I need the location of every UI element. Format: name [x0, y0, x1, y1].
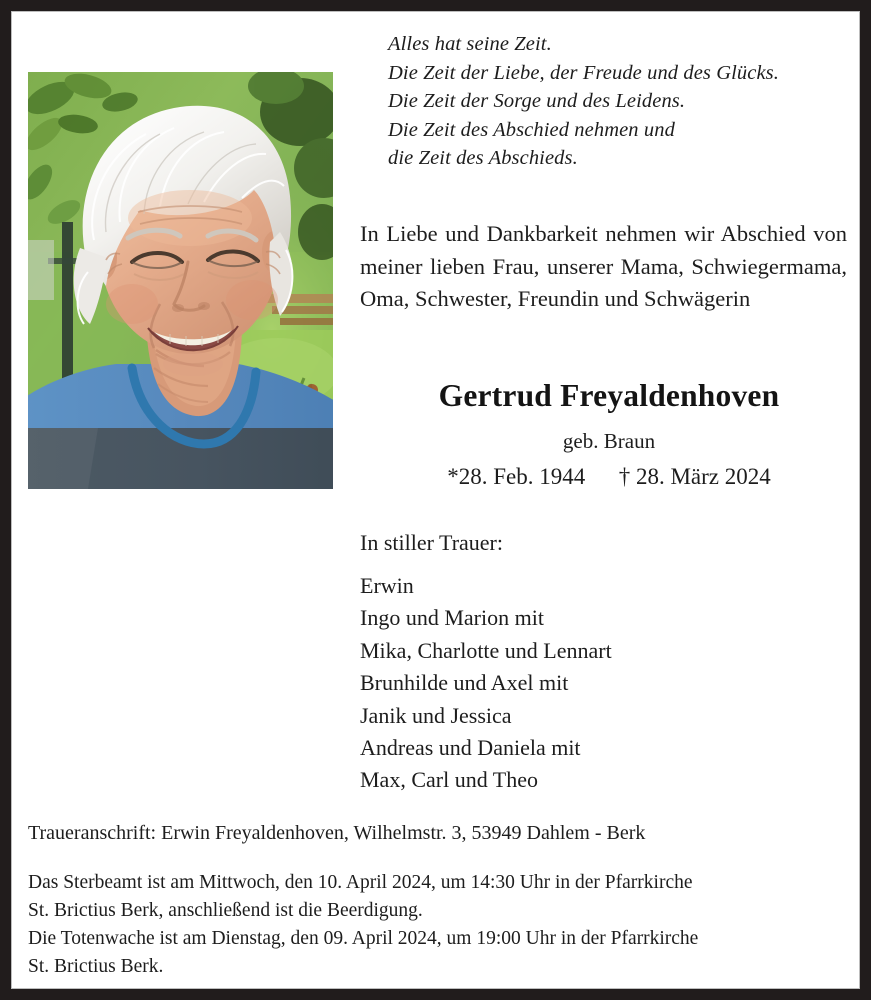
deceased-name: Gertrud Freyaldenhoven: [438, 378, 780, 413]
death-date: † 28. März 2024: [618, 464, 771, 489]
mourners-list: [360, 570, 830, 797]
birth-date: *28. Feb. 1944: [447, 464, 586, 489]
condolence-address: Traueranschrift: Erwin Freyaldenhoven, Wilhelmstr. 3, 53949 Dahlem - Berk: [28, 822, 646, 844]
poem-line: Die Zeit der Liebe, der Freude und des Glücks.: [388, 61, 779, 84]
mourning-heading: In stiller Trauer:: [360, 530, 503, 555]
poem-line: Die Zeit des Abschied nehmen und: [388, 118, 675, 141]
mourner-line: Janik und Jessica: [360, 702, 512, 728]
mourner-line: Andreas und Daniela mit: [360, 735, 581, 761]
memorial-poem: [388, 30, 848, 173]
mourner-line: Max, Carl und Theo: [360, 767, 539, 793]
mourner-line: Ingo und Marion mit: [360, 605, 544, 631]
service-line: Das Sterbeamt ist am Mittwoch, den 10. April 2024, um 14:30 Uhr in der Pfarrkirche: [28, 872, 693, 893]
service-line: St. Brictius Berk, anschließend ist die Beerdigung.: [28, 900, 423, 921]
poem-line: die Zeit des Abschieds.: [388, 147, 578, 170]
notice-canvas: [12, 12, 859, 988]
poem-line: Alles hat seine Zeit.: [388, 33, 552, 55]
mourner-line: Brunhilde und Axel mit: [360, 670, 569, 696]
maiden-name: geb. Braun: [562, 429, 656, 453]
mourner-line: Erwin: [360, 573, 414, 598]
service-details: [28, 869, 848, 981]
mourner-line: Mika, Charlotte und Lennart: [360, 637, 612, 663]
life-dates: [360, 464, 858, 490]
service-line: St. Brictius Berk.: [28, 956, 164, 977]
portrait-photo: [28, 72, 333, 489]
poem-line: Die Zeit der Sorge und des Leidens.: [388, 90, 686, 113]
service-line: Die Totenwache ist am Dienstag, den 09. April 2024, um 19:00 Uhr in der Pfarrkirche: [28, 928, 699, 949]
intro-paragraph: In Liebe und Dankbarkeit nehmen wir Abschied von meiner lieben Frau, unserer Mama, Schwiegermama, Oma, Schwester, Freundin und Schwägerin: [360, 221, 847, 311]
portrait-photo-artwork: [28, 72, 333, 489]
